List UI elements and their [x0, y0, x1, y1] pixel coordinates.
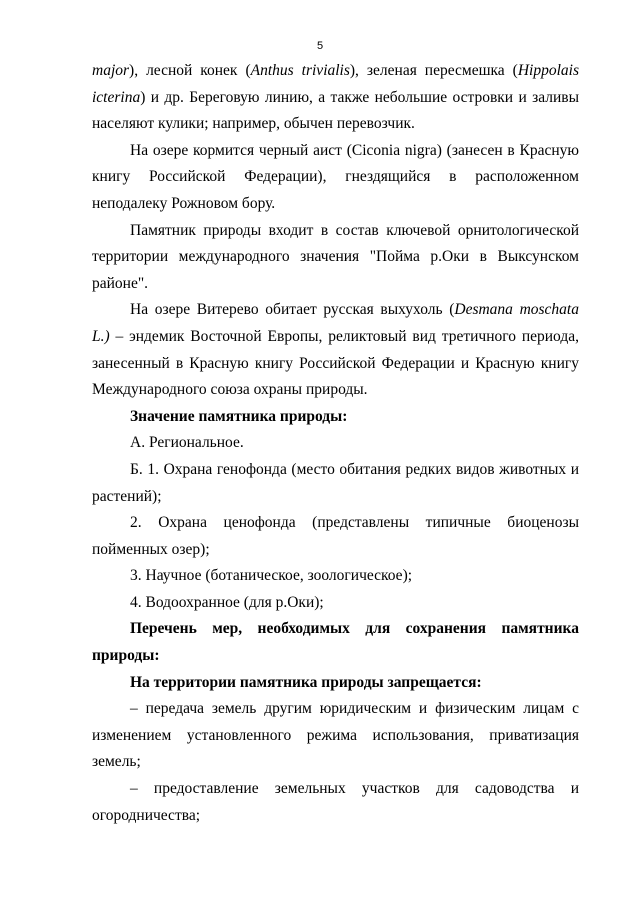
heading-measures: Перечень мер, необходимых для сохранения памятника природы:: [92, 620, 579, 665]
paragraph-ornithological-territory: Памятник природы входит в состав ключевой орнитологической территории международного значения "Пойма р.Оки в Выксунском районе".: [92, 221, 579, 292]
paragraph-desman: [92, 297, 579, 403]
latin-name: Desmana moschata L.): [92, 301, 579, 345]
text-run: ), лесной конек (: [129, 62, 251, 79]
text-run: ) и др. Береговую линию, а также небольшие островки и заливы населяют кулики; например, обычен перевозчик.: [92, 88, 579, 133]
value-scientific: 3. Научное (ботаническое, зоологическое);: [130, 567, 413, 585]
value-genepool: Б. 1. Охрана генофонда (место обитания редких видов животных и растений);: [92, 460, 579, 505]
heading-value: Значение памятника природы:: [130, 407, 348, 425]
latin-name: Hippolais icterina: [92, 62, 579, 106]
document-body: [92, 58, 579, 829]
text-run: ), зеленая пересмешка (: [349, 62, 518, 79]
text-run: На озере Витерево обитает русская выхухоль (: [130, 301, 455, 319]
value-regional: А. Региональное.: [130, 434, 244, 452]
prohibited-item-land-transfer: – передача земель другим юридическим и физическим лицам с изменением установленного режима использования, приватизация земель;: [92, 700, 579, 771]
paragraph-black-stork: На озере кормится черный аист (Ciconia nigra) (занесен в Красную книгу Российской Федерации), гнездящийся в расположенном неподалеку Рожновом бору.: [92, 141, 579, 212]
text-run: – эндемик Восточной Европы, реликтовый вид третичного периода, занесенный в Красную книгу Российской Федерации и Красную книгу Международного союза охраны природы.: [92, 327, 579, 399]
prohibited-item-gardening: – предоставление земельных участков для садоводства и огородничества;: [92, 780, 579, 824]
value-water-protection: 4. Водоохранное (для р.Оки);: [130, 593, 324, 611]
value-cenopool: 2. Охрана ценофонда (представлены типичные биоценозы пойменных озер);: [92, 514, 579, 558]
paragraph-birds: [92, 58, 579, 138]
latin-name: major: [92, 62, 130, 79]
heading-prohibited: На территории памятника природы запрещается:: [130, 673, 482, 691]
latin-name: Anthus trivialis: [250, 62, 350, 79]
page-number: 5: [316, 40, 324, 52]
